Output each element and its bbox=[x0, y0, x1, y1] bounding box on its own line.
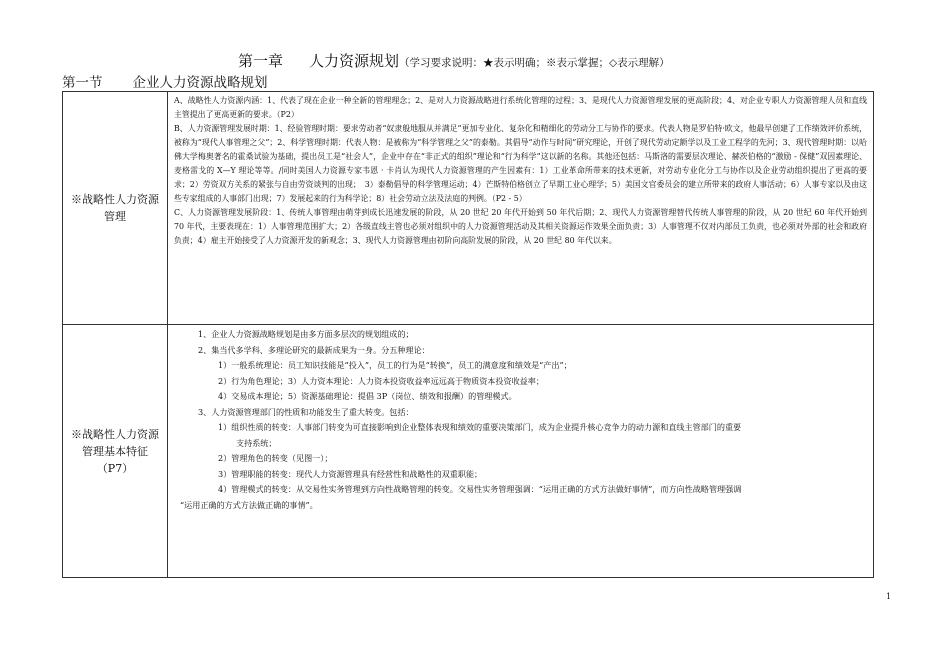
page-number: 1 bbox=[886, 592, 892, 601]
section-title: 企业人力资源战略规划 bbox=[132, 75, 268, 91]
paragraph-a: A、战略性人力资源内涵：1、代表了现在企业一种全新的管理理念；2、是对人力资源战略进行系统化管理的过程；3、是现代人力资源管理发展的更高阶段；4、对企业专职人力资源管理人员和直线主管提出了更高更新的要求。（P2） bbox=[174, 96, 867, 119]
list-item: “运用正确的方式方法做正确的事情”。 bbox=[180, 499, 318, 510]
list-item: 3）管理职能的转变：现代人力资源管理具有经营性和战略性的双重职能； bbox=[218, 468, 483, 479]
row-label: ※战略性人力资源管理基本特征 bbox=[71, 427, 159, 458]
chapter-number: 第一章 bbox=[238, 52, 284, 70]
list-item: 4）管理模式的转变：从交易性实务管理到方向性战略管理的转变。交易性实务管理强调：“运用正确的方式方法做好事情”，而方向性战略管理强调 bbox=[218, 484, 742, 494]
row-label-cell bbox=[63, 92, 168, 325]
row-label-note: （P7） bbox=[96, 461, 134, 475]
list-item: 2）管理角色的转变（见图一）； bbox=[218, 453, 333, 463]
row-content-cell bbox=[168, 92, 874, 325]
list-item: 3、人力资源管理部门的性质和功能发生了重大转变。包括： bbox=[198, 406, 414, 417]
list-item: 1）一般系统理论：员工知识技能是“投入”，员工的行为是“转换”，员工的满意度和绩效是“产出”； bbox=[218, 360, 572, 370]
table-row bbox=[63, 325, 874, 578]
content-table bbox=[62, 91, 874, 578]
list-item: 2）行为角色理论；3）人力资本理论：人力资本投资收益率远远高于物质资本投资收益率； bbox=[218, 375, 544, 386]
row-content-cell bbox=[168, 325, 874, 578]
section-number: 第一节 bbox=[62, 75, 103, 91]
list-item: 4）交易成本理论；5）资源基础理论：提倡 3P（岗位、绩效和报酬）的管理模式。 bbox=[218, 391, 517, 401]
list-item: 1）组织性质的转变：人事部门转变为可直接影响到企业整体表现和绩效的重要决策部门，成为企业提升核心竞争力的动力源和直线主管部门的重要 bbox=[218, 422, 742, 432]
section-heading bbox=[62, 71, 268, 91]
paragraph-c: C、人力资源管理发展阶段：1、传统人事管理由萌芽到成长迅速发展的阶段，从 20 世纪 20 年代开始到 50 年代后期；2、现代人力资源管理替代传统人事管理的阶段，从 20 世纪 60 年代开始到 70 年代，主要表现在：1）人事管理范围扩大；2）各级直线主管也必须对组织中的人力资源管理活动及其相关资源运作效果全面负责；3）人事管理不仅对内部员工负责，也必须对外部的社会和政府负责；4）雇主开始接受了人力资源开发的新观念；3、现代人力资源管理由初阶向高阶发展的阶段，从 20 世纪 80 年代以来。 bbox=[174, 208, 867, 245]
paragraph-b: B、人力资源管理发展时期：1、经验管理时期：要求劳动者“奴隶般地服从并满足”更加专业化、复杂化和精细化的劳动分工与协作的要求。代表人物是罗伯特·欧文，他最早创建了工作绩效评价系统，被称为“现代人事管理之父”；2、科学管理时期：代表人物：是被称为“科学管理之父”的泰勒。其倡导“动作与时间”研究理论，开创了现代劳动定额学以及工业工程学的先河；3、现代管理时期：以哈佛大学梅奥著名的霍桑试验为基础，提出员工是“社会人”，企业中存在“非正式的组织”理论和“行为科学”这以新的名称。其他还包括：马斯洛的需要层次理论、赫茨伯格的“激励 - 保健”双因素理论、麦格雷戈的 X—Y 理论等等。/同时美国人力资源专家韦恩 · 卡肖认为现代人力资源管理的产生因素有：1）工业革命所带来的技术更新，对劳动专业化分工与协作以及企业劳动组织提出了更高的要求；2）劳资双方关系的紧张与自由劳资谈判的出现； 3）泰勒倡导的科学管理运动；4）芒斯特伯格创立了早期工业心理学；5）美国文官委员会的建立所带来的政府人事活动；6）人事专家以及由这些专家组成的人事部门出现；7）发展起来的行为科学论；8）社会劳动立法及法庭的判例。（P2 - 5） bbox=[174, 124, 867, 203]
list-item: 1、企业人力资源战略规划是由多方面多层次的规划组成的； bbox=[198, 329, 414, 339]
list-item: 支持系统； bbox=[236, 437, 277, 448]
list-item: 2、集当代多学科、多理论研究的最新成果为一身。分五种理论： bbox=[198, 344, 430, 355]
table-row bbox=[63, 92, 874, 325]
chapter-title: 人力资源规划 bbox=[309, 52, 400, 70]
row-label-cell bbox=[63, 325, 168, 578]
page-title bbox=[238, 50, 670, 71]
legend-note: （学习要求说明：★表示明确；※表示掌握；◇表示理解） bbox=[399, 57, 670, 69]
row-label: ※战略性人力资源管理 bbox=[71, 193, 159, 223]
